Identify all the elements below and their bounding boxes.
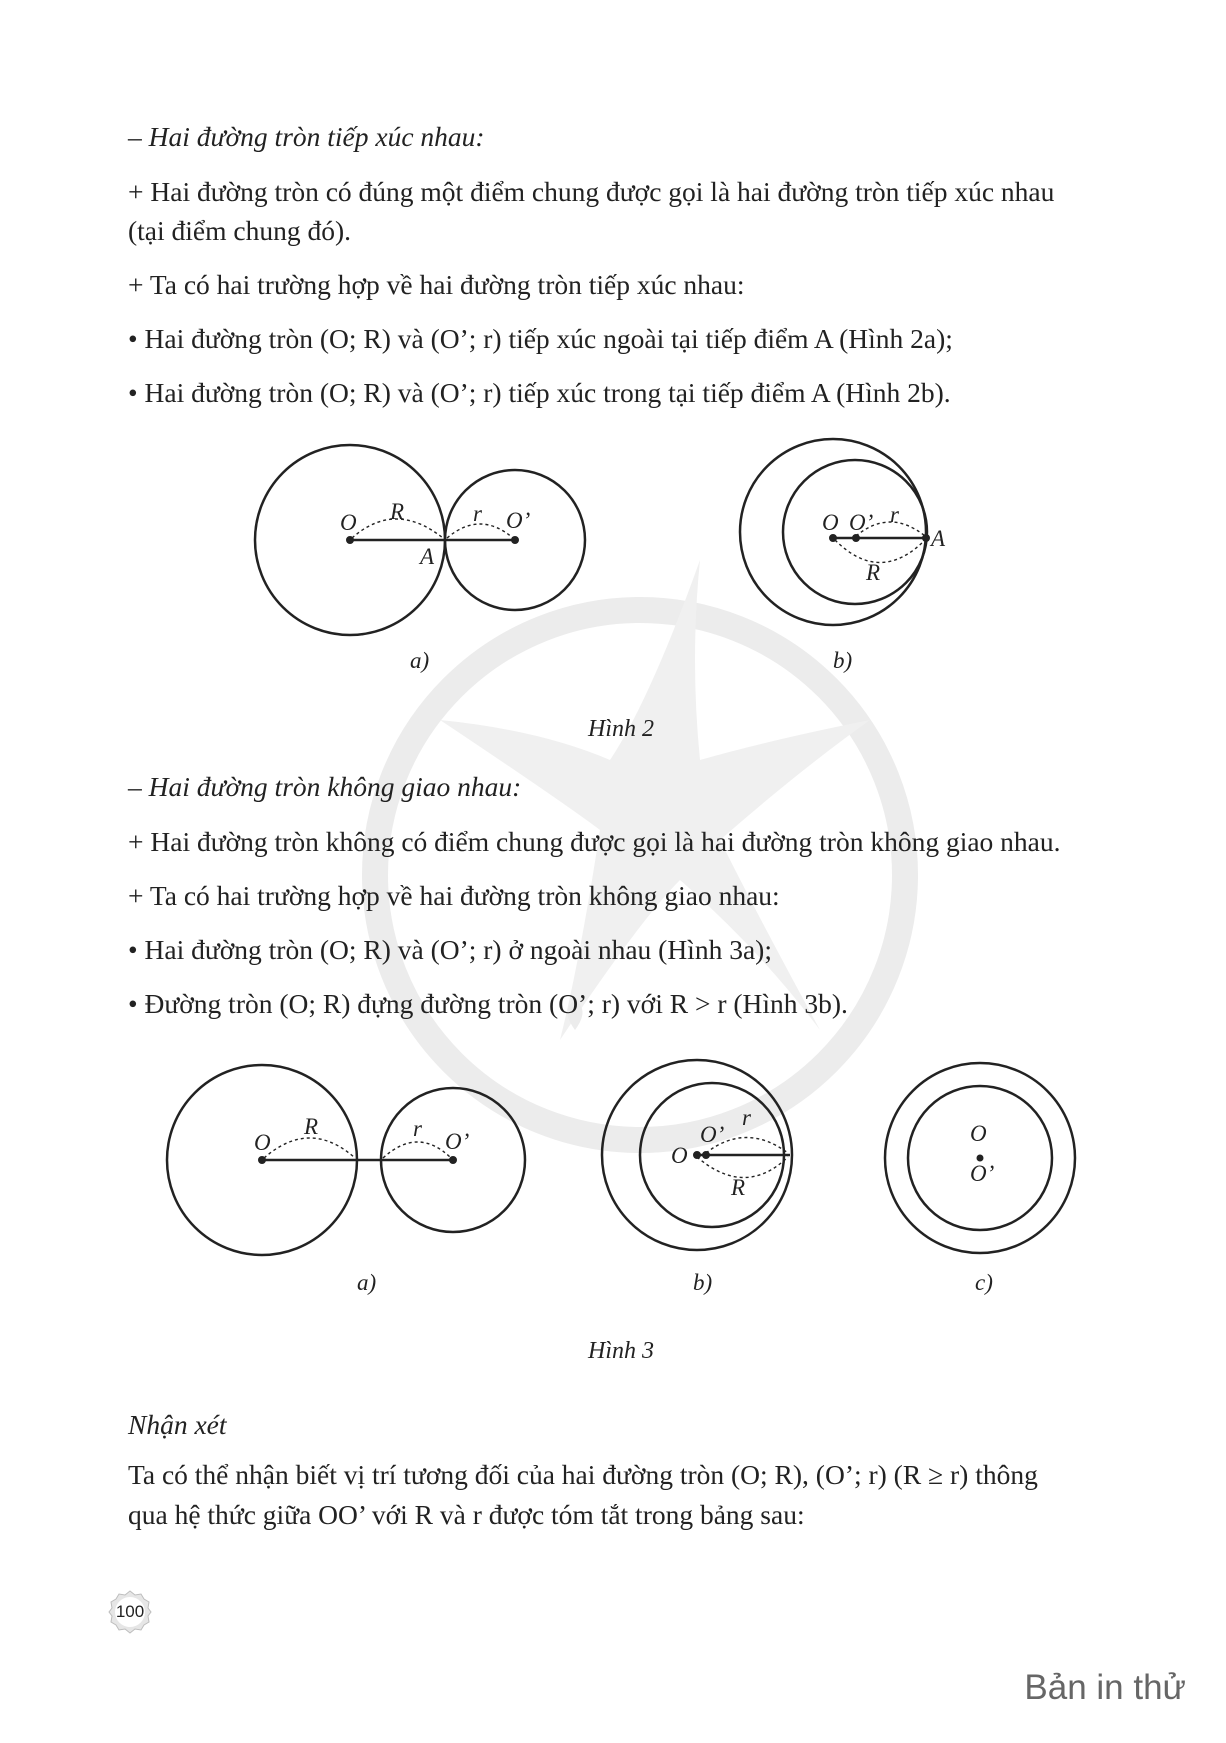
- remark-heading: Nhận xét: [128, 1409, 227, 1440]
- label-O: O: [671, 1143, 688, 1168]
- label-A: A: [420, 544, 435, 569]
- figure-3a: [167, 1065, 525, 1255]
- figure-3b: [602, 1060, 792, 1250]
- label-O2: O’: [700, 1122, 725, 1147]
- paragraph-line: + Ta có hai trường hợp về hai đường tròn tiếp xúc nhau:: [128, 269, 745, 300]
- draft-print-mark: Bản in thử: [1024, 1668, 1186, 1707]
- label-R: R: [866, 560, 881, 585]
- paragraph-line: + Ta có hai trường hợp về hai đường tròn không giao nhau:: [128, 880, 780, 911]
- point-O: [694, 1152, 701, 1159]
- label-O2: O’: [970, 1161, 995, 1186]
- point-O: [259, 1157, 266, 1164]
- figure-3-caption: Hình 3: [588, 1338, 654, 1364]
- subfigure-label: b): [833, 648, 853, 673]
- label-r: r: [413, 1116, 422, 1141]
- point-O2: [450, 1157, 457, 1164]
- subfigure-label: a): [357, 1270, 377, 1295]
- label-O: O: [970, 1121, 987, 1146]
- label-A: A: [931, 526, 946, 551]
- label-O2: O’: [445, 1129, 470, 1154]
- bullet-item: • Hai đường tròn (O; R) và (O’; r) tiếp xúc ngoài tại tiếp điểm A (Hình 2a);: [128, 323, 953, 354]
- label-O: O: [340, 510, 357, 535]
- paragraph-line: + Hai đường tròn không có điểm chung được gọi là hai đường tròn không giao nhau.: [128, 826, 1061, 857]
- label-r: r: [890, 502, 899, 527]
- label-O2: O’: [506, 508, 531, 533]
- label-R: R: [390, 499, 405, 524]
- section-heading-tangent: – Hai đường tròn tiếp xúc nhau:: [128, 121, 485, 152]
- bullet-item: • Hai đường tròn (O; R) và (O’; r) tiếp xúc trong tại tiếp điểm A (Hình 2b).: [128, 377, 951, 408]
- label-R: R: [731, 1175, 746, 1200]
- paragraph-line: Ta có thể nhận biết vị trí tương đối của hai đường tròn (O; R), (O’; r) (R ≥ r) thông: [128, 1459, 1038, 1490]
- label-O2: O’: [849, 510, 874, 535]
- point-O2: [703, 1152, 710, 1159]
- paragraph-line: qua hệ thức giữa OO’ với R và r được tóm tắt trong bảng sau:: [128, 1499, 805, 1530]
- figure-2-caption: Hình 2: [588, 716, 654, 742]
- subfigure-label: b): [693, 1270, 713, 1295]
- figure-3c: [885, 1063, 1075, 1253]
- label-r: r: [742, 1105, 751, 1130]
- label-r: r: [473, 501, 482, 526]
- label-O: O: [254, 1130, 271, 1155]
- page-number: [108, 1590, 152, 1634]
- section-heading-disjoint: – Hai đường tròn không giao nhau:: [128, 771, 522, 802]
- bullet-item: • Hai đường tròn (O; R) và (O’; r) ở ngoài nhau (Hình 3a);: [128, 934, 772, 965]
- page-number-text: 100: [115, 1602, 145, 1621]
- subfigure-label: a): [410, 648, 430, 673]
- paragraph-line: (tại điểm chung đó).: [128, 215, 351, 246]
- paragraph-line: + Hai đường tròn có đúng một điểm chung được gọi là hai đường tròn tiếp xúc nhau: [128, 176, 1055, 207]
- subfigure-label: c): [975, 1270, 993, 1295]
- bullet-item: • Đường tròn (O; R) đựng đường tròn (O’; r) với R > r (Hình 3b).: [128, 988, 848, 1019]
- label-O: O: [822, 510, 839, 535]
- label-R: R: [304, 1114, 319, 1139]
